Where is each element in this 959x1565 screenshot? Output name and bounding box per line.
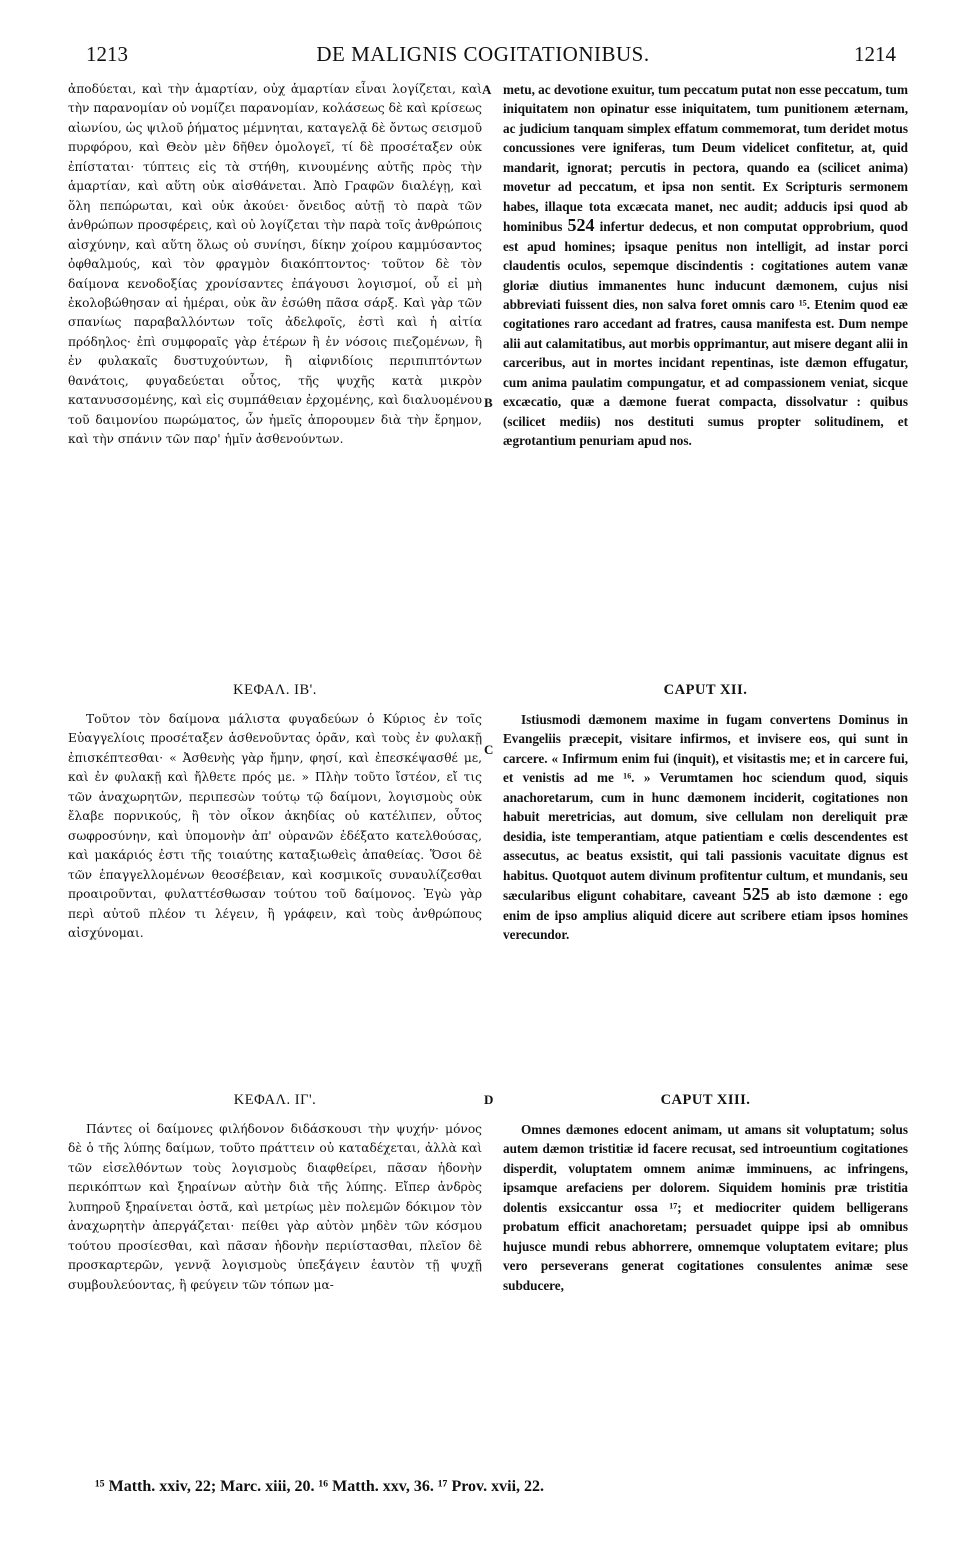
greek-paragraph: Πάντες οἱ δαίμονες φιλήδονον διδάσκουσι τὴν ψυχήν· μόνος δὲ ὁ τῆς λύπης δαίμων, τοῦτο πράττειν οὐ καταδέχεται, ἀλλὰ καὶ τῶν εἰσελθόντων τοὺς λογισμοὺς διαφθείρει, πᾶσαν ἡδονὴν περικόπτων καὶ ξηραίνων αὐτὴν διὰ τῆς λύπης. Εἴπερ ἀνδρὸς λυπηροῦ ξηραίνεται ὀστᾶ, καὶ μετρίως μὲν πολεμῶν δόκιμον τὸν ἀναχωρητὴν ἀπεργάζεται· πείθει γὰρ αὐτὸν μηδὲν τῶν κόσμου τούτου προσίεσθαι, καὶ πᾶσαν ἡδονὴν περιίστασθαι, πλεῖον δὲ προσκαρτερῶν, γεννᾷ λογισμοὺς ὑπεξάγειν ἑαυτὸν τῇ ψυχῇ συμβουλεύοντας, ἢ φεύγειν τῶν τόπων μα- (68, 1122, 482, 1292)
margin-marker-d: D (484, 1092, 494, 1107)
greek-paragraph: Τοῦτον τὸν δαίμονα μάλιστα φυγαδεύων ὁ Κύριος ἐν τοῖς Εὐαγγελίοις προσέταξεν ἀσθενοῦντας ὁρᾶν, καὶ τοὺς ἐν φυλακῇ ἐπισκέπτεσθαι· « Ἀσθενὴς γὰρ ἤμην, φησί, καὶ ἐπεσκέψασθέ με, καὶ ἐν φυλακῇ καὶ ἤλθετε πρός με. » Πλὴν τοῦτο ἴστέον, εἴ τις τῶν ἀναχωρητῶν, περιπεσὼν τούτῳ τῷ δαίμονι, λογισμοὺς οὐκ ἔλαβε πορνικούς, ἢ τὸν οἶκον ἀκηδίας οὐ κατέλιπεν, οὗτος σωφροσύνην, καὶ ὑπομονὴν ἀπ' οὐρανῶν ἐδέξατο κατελθούσας, καὶ μακάριός ἐστι τῆς τοιαύτης καταξιωθεὶς ἀπαθείας. Ὅσοι δὲ τῶν ἐπαγγελλομένων θεοσέβειαν, καὶ κοσμικοῖς συναυλίζεσθαι προαιροῦνται, φυλαττέσθωσαν τούτου τοῦ δαίμονος. Ἐγὼ γὰρ περὶ αὐτοῦ πλέον τι λέγειν, ἢ γράφειν, καὶ τοὺς ἀνθρώπους αἰσχύνομαι. (68, 712, 482, 940)
greek-text-section-1 (68, 80, 482, 450)
page-number-right: 1214 (854, 42, 896, 66)
page-number-left: 1213 (86, 42, 128, 66)
chapter-heading-latin-13: CAPUT XIII. (660, 1092, 751, 1108)
margin-marker-b: B (484, 395, 493, 410)
latin-text-part: ab isto dæmone : ego enim de ipso amplius aliquid dicere aut scribere etiam ipsos homines verecundor. (503, 888, 909, 942)
latin-text-section-3 (503, 1120, 908, 1295)
page-marker-525: 525 (742, 884, 770, 905)
margin-marker-c: C (484, 742, 494, 757)
latin-paragraph (503, 80, 908, 451)
greek-text-section-2 (68, 710, 482, 943)
latin-paragraph: Omnes dæmones edocent animam, ut amans sit voluptatum; solus autem dæmon tristitiæ id facere recusat, sed introeuntium cogitationes disperdit, voluptatem omnem animæ imminuens, ac infringens, ipsamque arefaciens per dolorem. Siquidem hominis præ tristitia dolentis exsiccantur ossa ¹⁷; et mediocriter quidem belligerans probatum efficit anachoretam; persuadet quippe ipsi ab omnibus hujusce mundi rebus abhorrere, omnemque voluptatem evitare; plus vero perseverans generat cogitationes consulentes animæ sese subducere, (503, 1122, 908, 1293)
footnotes: ¹⁵ Matth. xxiv, 22; Marc. xiii, 20. ¹⁶ Matth. xxv, 36. ¹⁷ Prov. xvii, 22. (95, 1478, 545, 1495)
latin-text-part: metu, ac devotione exuitur, tum peccatum putat non esse peccatum, tum iniquitatem non opinatur esse iniquitatem, tum punitionem æternam, ac judicium tanquam simplex effatum commemorat, tum deridet motus concussiones vere igniferas, tum Deum videlicet confitetur, at, quid mandarit, ignorat; percutis in pectora, quando ea (scilicet anima) movetur ad peccatum, et ipsa non sentit. Ex Scripturis sermonem habes, illaque tota excæcata manet, nec audit; adducis ipsi quod ab hominibus (503, 82, 908, 235)
latin-paragraph (503, 710, 908, 944)
latin-text-part: infertur dedecus, et non computat opprobrium, quod est apud homines; ipsaque penitus non intelligit, ad instar porci claudentis oculos, sepemque discindentis : cogitationes autem vanæ gloriæ diutius immanentes hunc inducunt dæmonem, cujus nisi abbreviati fuissent dies, non salva foret omnis caro ¹⁵. Etenim quod eæ cogitationes raro accedant ad fratres, causa manifesta est. Dum nempe alii aut calamitatibus, aut morbis opprimantur, aut misere degant alii in carceribus, aut in mortes incidant repentinas, iste dæmon effugatur, cum anima paulatim compungatur, et ad compassionem veniat, sicque excæcatio, quæ a dæmone fuerat compacta, dissolvatur : quibus (scilicet mediis) nos destituti sumus propter solitudinem, et ægrotantium penuriam apud nos. (503, 219, 909, 449)
chapter-heading-latin-12: CAPUT XII. (663, 682, 748, 698)
margin-marker-a: A (482, 82, 492, 97)
latin-text-section-2 (503, 710, 908, 944)
greek-text-section-3 (68, 1120, 482, 1295)
greek-paragraph: ἀποδύεται, καὶ τὴν ἁμαρτίαν, οὐχ ἁμαρτίαν εἶναι λογίζεται, καὶ τὴν παρανομίαν οὐ νομίζει παρανομίαν, κολάσεως δὲ καὶ κρίσεως αἰωνίου, ὡς ψιλοῦ ῥήματος μέμνηται, καταγελᾷ δὲ ὄντως σεισμοῦ πυρφόρου, καὶ Θεὸν μὲν δῆθεν ὁμολογεῖ, τί δὲ προσέταξεν οὐκ ἐπίσταται· τύπτεις εἰς τὰ στήθη, κινουμένης αὐτῆς πρὸς τὴν ἁμαρτίαν, καὶ αὕτη οὐκ αἰσθάνεται. Ἀπὸ Γραφῶν διαλέγῃ, καὶ ὅλη πεπώρωται, καὶ οὐκ ἀκούει· ὄνειδος αὐτῇ τὸ παρὰ τῶν ἀνθρώπων προσφέρεις, καὶ οὐ λογίζεται τὴν παρὰ τοῖς ἀνθρώποις αἰσχύνην, καὶ αὕτη ὅλως οὐ συνίησι, δίκην χοίρου καμμύσαντος ὀφθαλμούς, καὶ τὸν φραγμὸν διακόπτοντος· τοῦτον δὲ τὸν δαίμονα κενοδοξίας χρονίσαντες ἐπάγουσι λογισμοί, οὗ εἰ μὴ ἐκολοβώθησαν αἱ ἡμέραι, οὐκ ἂν ἐσώθη πᾶσα σάρξ. Καὶ γὰρ τῶν σπανίως παραβαλλόντων τοῖς ἀδελφοῖς, ἐστὶ καὶ ἡ αἰτία πρόδηλος· ἐπὶ συμφοραῖς γὰρ ἑτέρων ἢ ἐν νόσοις πιεζομένων, ἢ ἐν φυλακαῖς δυστυχούντων, ἢ αἰφνιδίοις περιπιπτόντων θανάτοις, φυγαδεύεται οὗτος, τῆς ψυχῆς κατὰ μικρὸν κατανυσσομένης, καὶ εἰς συμπάθειαν ἐρχομένης, καὶ διαλυομένου τοῦ δαιμονίου πωρώματος, ὧν ἡμεῖς ἀπορουμεν διὰ τὴν ἔρημον, καὶ τὴν σπάνιν τῶν παρ' ἡμῖν ἀσθενούντων. (68, 82, 482, 447)
running-header (78, 36, 896, 68)
chapter-heading-greek-13: ΚΕΦΑΛ. ΙΓ'. (233, 1092, 317, 1108)
latin-text-part: Istiusmodi dæmonem maxime in fugam convertens Dominus in Evangeliis præcepit, visitare infirmos, et invisere eos, qui sunt in carcere. « Infirmum enim fui (inquit), et visitastis me; et in carcere fui, et venistis ad me ¹⁶. » Verumtamen hoc sciendum quod, siquis anachoretarum, cum in hunc dæmonem inciderit, cogitationes non habuit meretricias, aut domum, sive cellulam non dereliquit præ desidia, iste temperantiam, atque patientiam e cœlis descendentes est assecutus, ac beatus exsistit, qui tali passionis vacuitate dignus est habitus. Quotquot autem divinum profitentur cultum, et mundanis, seu sæcularibus eligunt cohabitare, caveant (503, 712, 908, 904)
latin-text-section-1 (503, 80, 908, 451)
running-title: DE MALIGNIS COGITATIONIBUS. (316, 42, 650, 66)
page-marker-524: 524 (567, 215, 595, 236)
chapter-heading-greek-12: ΚΕΦΑΛ. ΙΒ'. (233, 682, 317, 698)
